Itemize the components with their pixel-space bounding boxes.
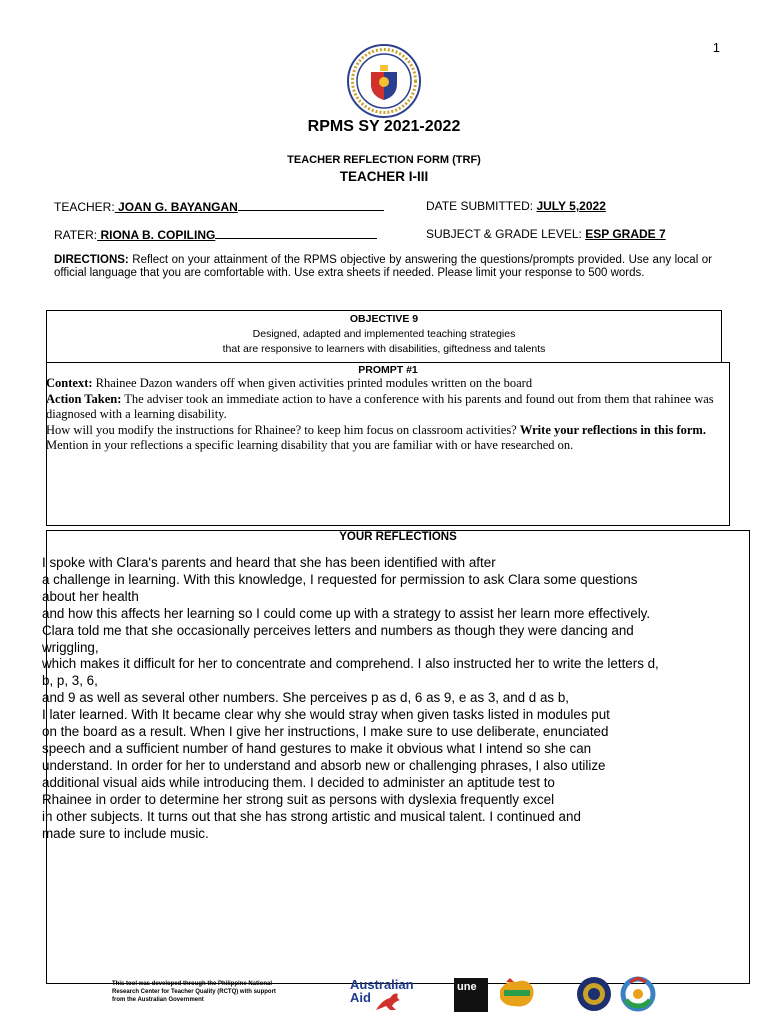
reflection-line: speech and a sufficient number of hand gestures to make it obvious what I intend so she can bbox=[42, 740, 592, 756]
date-label: DATE SUBMITTED: bbox=[426, 199, 534, 213]
reflections-body bbox=[42, 555, 757, 842]
prompt-box bbox=[46, 362, 730, 526]
subject-field bbox=[426, 227, 666, 241]
objective-box bbox=[46, 310, 722, 364]
reflection-line: I later learned. With It became clear why she would stray when given tasks listed in modules put bbox=[42, 707, 610, 723]
subject-label: SUBJECT & GRADE LEVEL: bbox=[426, 227, 582, 241]
rater-label: RATER: bbox=[54, 228, 98, 242]
rater-underline bbox=[215, 227, 377, 239]
reflections-heading: YOUR REFLECTIONS bbox=[339, 531, 457, 543]
question-text: How will you modify the instructions for Rhainee? to keep him focus on classroom activities? bbox=[46, 422, 520, 437]
objective-line-1: Designed, adapted and implemented teaching strategies bbox=[252, 328, 516, 340]
reflection-line: on the board as a result. When I give her instructions, I make sure to use deliberate, enunciated bbox=[42, 724, 609, 740]
footer-credit-line-2: Research Center for Teacher Quality (RCTQ) with support bbox=[112, 989, 276, 995]
subject-value: ESP GRADE 7 bbox=[585, 227, 666, 241]
directions bbox=[54, 254, 712, 280]
rater-value: RIONA B. COPILING bbox=[97, 228, 216, 242]
action-label: Action Taken: bbox=[46, 391, 122, 406]
reflection-line: about her health bbox=[42, 588, 139, 604]
objective-line-2: that are responsive to learners with disabilities, giftedness and talents bbox=[222, 343, 546, 355]
une-logo bbox=[454, 978, 488, 1012]
objective-heading: OBJECTIVE 9 bbox=[349, 313, 419, 325]
teacher-field bbox=[54, 199, 384, 214]
une-text: une bbox=[457, 981, 477, 993]
reflection-line: made sure to include music. bbox=[42, 825, 209, 841]
rctq-map-logo bbox=[496, 976, 538, 1012]
reflection-line: wriggling, bbox=[42, 639, 99, 655]
reflection-line: which makes it difficult for her to concentrate and comprehend. I also instructed her to write the letters d, bbox=[42, 656, 659, 672]
rater-field bbox=[54, 227, 377, 242]
directions-text: Reflect on your attainment of the RPMS objective by answering the questions/prompts provided. Use any local or official language that you are comfortable with. Use extra sheets if needed. Please limit your response to 500 words. bbox=[54, 254, 712, 279]
division-logo bbox=[618, 976, 658, 1012]
reflection-line: understand. In order for her to understand and absorb new or challenging phrases, I also utilize bbox=[42, 757, 606, 773]
footer-credit bbox=[112, 980, 276, 1004]
aid-line-1: Australian bbox=[350, 977, 414, 992]
reflection-line: a challenge in learning. With this knowledge, I requested for permission to ask Clara some questions bbox=[42, 571, 638, 587]
form-name: TEACHER REFLECTION FORM (TRF) bbox=[287, 154, 481, 166]
form-title: RPMS SY 2021-2022 bbox=[307, 118, 461, 135]
deped-seal-logo bbox=[347, 44, 421, 118]
reflection-line: Rhainee in order to determine her strong suit as persons with dyslexia frequently excel bbox=[42, 791, 555, 807]
reflection-line: in other subjects. It turns out that she has strong artistic and musical talent. I continued and bbox=[42, 808, 581, 824]
reflection-line: additional visual aids while introducing them. I decided to administer an aptitude test to bbox=[42, 774, 555, 790]
teacher-value: JOAN G. BAYANGAN bbox=[114, 200, 238, 214]
kangaroo-icon bbox=[374, 990, 404, 1012]
form-position: TEACHER I-III bbox=[339, 169, 429, 184]
directions-label: DIRECTIONS: bbox=[54, 254, 129, 266]
prompt-body bbox=[46, 376, 729, 454]
prompt-heading: PROMPT #1 bbox=[358, 364, 418, 376]
teacher-underline bbox=[238, 199, 384, 211]
date-field bbox=[426, 199, 606, 213]
aid-line-2: Aid bbox=[350, 990, 371, 1005]
reflection-line: and how this affects her learning so I could come up with a strategy to assist her learn more effectively. bbox=[42, 605, 651, 621]
context-label: Context: bbox=[46, 376, 93, 390]
reflection-line: I spoke with Clara's parents and heard that she has been identified with after bbox=[42, 555, 496, 570]
reflection-line: Clara told me that she occasionally perceives letters and numbers as though they were dancing and bbox=[42, 622, 634, 638]
region-seal-logo bbox=[576, 976, 612, 1012]
question-bold: Write your reflections in this form. bbox=[519, 422, 706, 437]
page-number: 1 bbox=[712, 40, 720, 55]
footer-credit-line-3: from the Australian Government bbox=[112, 997, 204, 1003]
action-text: The adviser took an immediate action to have a conference with his parents and found out from them that rahinee was diagnosed with a learning disability. bbox=[46, 391, 714, 421]
teacher-label: TEACHER: bbox=[54, 200, 115, 214]
reflection-line: and 9 as well as several other numbers. She perceives p as d, 6 as 9, e as 3, and d as b, bbox=[42, 690, 570, 706]
reflections-box bbox=[42, 530, 750, 984]
question-tail: Mention in your reflections a specific learning disability that you are familiar with or have researched on. bbox=[46, 438, 574, 452]
context-text: Rhainee Dazon wanders off when given activities printed modules written on the board bbox=[92, 376, 533, 390]
footer-credit-line-1: This tool was developed through the Philippine National bbox=[112, 981, 273, 987]
reflection-line: b, p, 3, 6, bbox=[42, 673, 98, 689]
date-value: JULY 5,2022 bbox=[536, 199, 606, 213]
